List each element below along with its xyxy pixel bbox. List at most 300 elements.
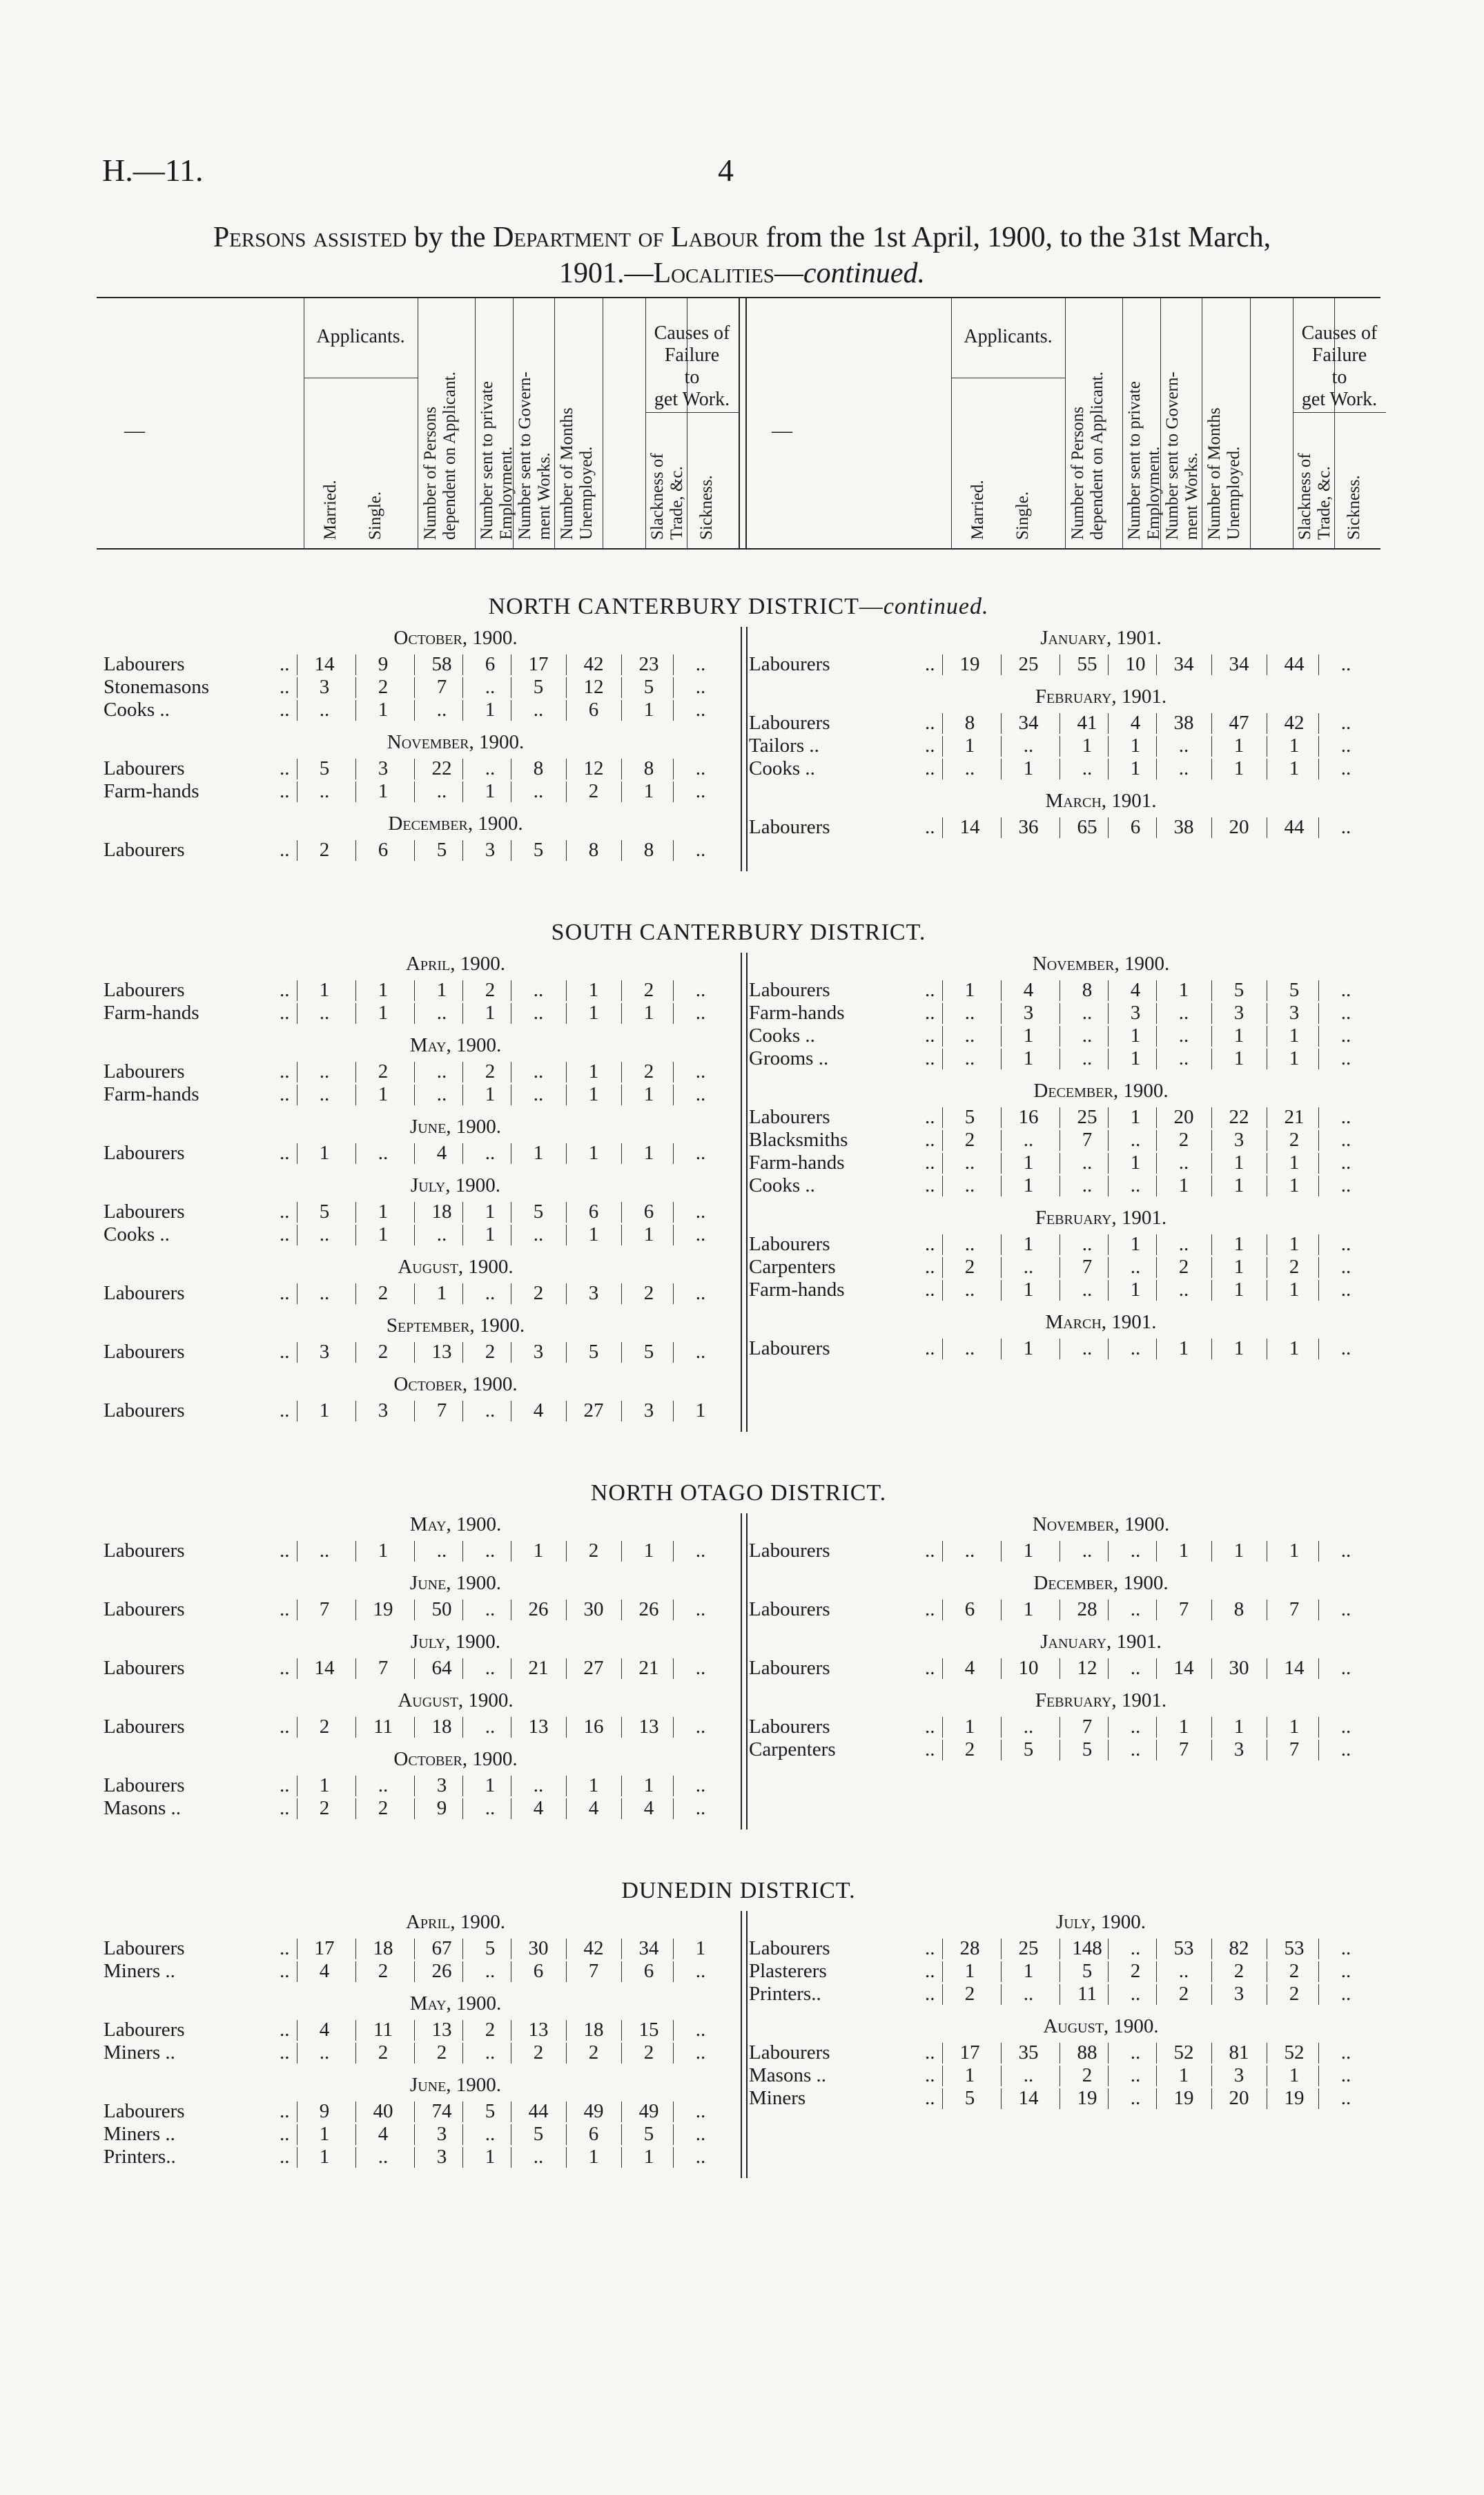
value-cell: 5 — [643, 2123, 654, 2145]
value-cell: 1 — [485, 1774, 496, 1796]
occupation-label: Labourers — [749, 1540, 830, 1562]
value-cell: 1 — [319, 979, 330, 1001]
cell-rule — [673, 1776, 674, 1796]
cell-rule — [566, 980, 567, 1001]
value-cell: 2 — [378, 1060, 389, 1083]
leader-dots: .. — [925, 1129, 935, 1151]
rotated-column-label — [1068, 371, 1107, 540]
month-heading: August, 1900. — [398, 1256, 514, 1278]
cell-rule — [1001, 1130, 1002, 1151]
leader-dots: .. — [280, 1960, 290, 1982]
cell-rule — [1108, 1026, 1109, 1047]
value-cell: .. — [1130, 1738, 1141, 1760]
table-row — [104, 979, 739, 1002]
value-cell: 6 — [588, 2123, 599, 2145]
cell-rule — [355, 654, 356, 675]
value-cell: 1 — [1023, 1540, 1034, 1562]
value-cell: 1 — [643, 1223, 654, 1245]
leader-dots: .. — [925, 1233, 935, 1255]
cell-rule — [1211, 1049, 1212, 1069]
occupation-label: Labourers — [104, 1540, 185, 1562]
value-cell: 1 — [378, 979, 389, 1001]
occupation-label: Carpenters — [749, 1738, 836, 1760]
leader-dots: .. — [280, 2100, 290, 2122]
value-cell: 1 — [436, 1282, 447, 1304]
cell-rule — [1001, 1176, 1002, 1196]
leader-dots: .. — [280, 1598, 290, 1620]
cell-rule — [1211, 1257, 1212, 1278]
value-cell: 16 — [1018, 1106, 1039, 1128]
value-cell: 53 — [1173, 1937, 1194, 1959]
cell-rule — [414, 2043, 415, 2064]
value-cell: 1 — [1289, 1025, 1300, 1047]
cell-rule — [1108, 1003, 1109, 1024]
leader-dots: .. — [280, 839, 290, 861]
table-row — [104, 1774, 739, 1797]
value-cell: 14 — [1173, 1657, 1194, 1679]
cell-rule — [355, 781, 356, 802]
month-heading: October, 1900. — [393, 627, 518, 649]
cell-rule — [1211, 980, 1212, 1001]
value-cell: 1 — [485, 1223, 496, 1245]
table-row — [104, 780, 739, 803]
value-cell: 1 — [1233, 1716, 1244, 1738]
value-cell: .. — [695, 1142, 706, 1164]
occupation-label: Miners .. — [104, 2123, 175, 2145]
cell-rule — [942, 1234, 943, 1255]
cell-rule — [1156, 1234, 1157, 1255]
cell-rule — [1318, 1003, 1319, 1024]
cell-rule — [673, 1143, 674, 1164]
table-row — [104, 2019, 739, 2041]
cell-rule — [1156, 713, 1157, 734]
value-cell: 20 — [1229, 816, 1249, 838]
cell-rule — [355, 1342, 356, 1363]
value-cell: 1 — [1289, 1279, 1300, 1301]
value-cell: .. — [1340, 2064, 1351, 2086]
value-cell: 17 — [959, 2041, 980, 2064]
cell-rule — [1001, 1280, 1002, 1301]
cell-rule — [621, 700, 622, 721]
value-cell: 1 — [964, 735, 975, 757]
cell-rule — [566, 781, 567, 802]
table-row — [749, 1233, 1384, 1256]
occupation-label: Labourers — [104, 2019, 185, 2041]
cell-rule — [1156, 1257, 1157, 1278]
cell-rule — [1318, 654, 1319, 675]
cell-rule — [566, 759, 567, 779]
cell-rule — [566, 2020, 567, 2041]
value-cell: 1 — [1023, 1025, 1034, 1047]
value-cell: 1 — [485, 699, 496, 721]
cell-rule — [942, 1658, 943, 1679]
value-cell: 64 — [431, 1657, 452, 1679]
cell-rule — [1211, 713, 1212, 734]
value-cell: .. — [695, 1774, 706, 1796]
value-cell: .. — [533, 780, 544, 802]
value-cell: 1 — [378, 1223, 389, 1245]
value-cell: 25 — [1018, 1937, 1039, 1959]
cell-rule — [462, 840, 463, 861]
value-cell: .. — [1023, 1256, 1034, 1278]
cell-rule — [355, 1225, 356, 1245]
value-cell: .. — [485, 1716, 496, 1738]
cell-rule — [621, 1085, 622, 1105]
value-cell: 13 — [528, 1716, 549, 1738]
value-cell: .. — [1340, 1047, 1351, 1069]
cell-rule — [355, 980, 356, 1001]
rotated-column-label — [478, 381, 516, 540]
value-cell: 1 — [1289, 735, 1300, 757]
table-row — [749, 816, 1384, 839]
cell-rule — [1318, 1026, 1319, 1047]
cell-rule — [1108, 2088, 1109, 2109]
value-cell: 2 — [1178, 1129, 1189, 1151]
cell-rule — [1108, 759, 1109, 779]
table-row — [104, 1142, 739, 1165]
cell-rule — [621, 2101, 622, 2122]
section-name: SOUTH CANTERBURY DISTRICT. — [551, 920, 926, 945]
value-cell: .. — [1082, 1233, 1093, 1255]
value-cell: 44 — [528, 2100, 549, 2122]
value-cell: 50 — [431, 1598, 452, 1620]
cell-rule — [1108, 1717, 1109, 1738]
leader-dots: .. — [280, 653, 290, 675]
cell-rule — [1318, 1717, 1319, 1738]
value-cell: 1 — [964, 979, 975, 1001]
cell-rule — [1156, 2088, 1157, 2109]
cell-rule — [566, 1003, 567, 1024]
cell-rule — [414, 2101, 415, 2122]
value-cell: .. — [695, 1223, 706, 1245]
occupation-label: Grooms .. — [749, 1047, 829, 1069]
cell-rule — [566, 1717, 567, 1738]
value-cell: 7 — [436, 1399, 447, 1421]
value-cell: 38 — [1173, 712, 1194, 734]
value-cell: 1 — [588, 1002, 599, 1024]
value-cell: 4 — [1023, 979, 1034, 1001]
month-heading: February, 1901. — [1035, 686, 1167, 708]
value-cell: .. — [964, 757, 975, 779]
causes-rule — [645, 412, 739, 413]
value-cell: 1 — [378, 699, 389, 721]
leader-dots: .. — [280, 1657, 290, 1679]
cell-rule — [942, 1026, 943, 1047]
value-cell: 8 — [964, 712, 975, 734]
month-heading: October, 1900. — [393, 1373, 518, 1395]
value-cell: .. — [1340, 1337, 1351, 1359]
value-cell: 7 — [319, 1598, 330, 1620]
value-cell: 16 — [583, 1716, 604, 1738]
occupation-label: Labourers — [749, 1233, 830, 1255]
cell-rule — [673, 2043, 674, 2064]
cell-rule — [1001, 736, 1002, 757]
value-cell: .. — [1340, 1002, 1351, 1024]
value-cell: 3 — [1233, 2064, 1244, 2086]
value-cell: .. — [1178, 1047, 1189, 1069]
value-cell: 19 — [959, 653, 980, 675]
occupation-label: Labourers — [749, 979, 830, 1001]
table-row — [104, 1960, 739, 1983]
leader-dots: .. — [280, 1341, 290, 1363]
value-cell: 1 — [964, 1960, 975, 1982]
title-part: continued. — [803, 258, 926, 289]
value-cell: .. — [964, 1174, 975, 1196]
value-cell: 1 — [1130, 735, 1141, 757]
occupation-label: Farm-hands — [104, 1002, 199, 1024]
value-cell: .. — [1023, 1129, 1034, 1151]
leader-dots: .. — [280, 1083, 290, 1105]
value-cell: 6 — [643, 1201, 654, 1223]
value-cell: .. — [485, 1960, 496, 1982]
value-cell: .. — [1130, 2087, 1141, 2109]
table-row — [749, 1960, 1384, 1983]
cell-rule — [1108, 1049, 1109, 1069]
value-cell: .. — [485, 1657, 496, 1679]
value-cell: 11 — [1077, 1983, 1097, 2005]
table-row — [749, 1983, 1384, 2006]
value-cell: 44 — [1284, 816, 1305, 838]
value-cell: 7 — [1289, 1738, 1300, 1760]
cell-rule — [355, 1541, 356, 1562]
rotated-column-label — [558, 407, 596, 540]
value-cell: .. — [485, 2123, 496, 2145]
value-cell: .. — [1130, 2064, 1141, 2086]
cell-rule — [621, 1600, 622, 1620]
value-cell: 3 — [1233, 1129, 1244, 1151]
occupation-label: Cooks .. — [749, 1025, 815, 1047]
value-cell: 1 — [1023, 1337, 1034, 1359]
cell-rule — [942, 1130, 943, 1151]
value-cell: 1 — [588, 1083, 599, 1105]
value-cell: 13 — [638, 1716, 659, 1738]
value-cell: 34 — [1173, 653, 1194, 675]
table-row — [104, 2100, 739, 2123]
value-cell: 5 — [1082, 1738, 1093, 1760]
value-cell: 19 — [1173, 2087, 1194, 2109]
occupation-label: Labourers — [104, 979, 185, 1001]
value-cell: .. — [1340, 1983, 1351, 2005]
cell-rule — [673, 1658, 674, 1679]
cell-rule — [621, 1283, 622, 1304]
value-cell: 3 — [1130, 1002, 1141, 1024]
label-line: dependent on Applicant. — [1088, 371, 1106, 540]
value-cell: .. — [485, 1142, 496, 1164]
cell-rule — [462, 1003, 463, 1024]
table-row — [749, 1657, 1384, 1680]
cell-rule — [621, 677, 622, 698]
section-title — [97, 1480, 1380, 1506]
value-cell: 4 — [643, 1797, 654, 1819]
cell-rule — [462, 2147, 463, 2168]
cell-rule — [1211, 736, 1212, 757]
value-cell: 2 — [378, 1282, 389, 1304]
cell-rule — [1001, 1339, 1002, 1359]
causes-line: to — [1331, 367, 1347, 388]
value-cell: .. — [378, 2146, 389, 2168]
value-cell: 82 — [1229, 1937, 1249, 1959]
value-cell: 148 — [1072, 1937, 1102, 1959]
cell-rule — [355, 1961, 356, 1982]
value-cell: .. — [1023, 1983, 1034, 2005]
occupation-label: Labourers — [749, 1937, 830, 1959]
value-cell: 1 — [378, 1002, 389, 1024]
value-cell: 1 — [378, 1201, 389, 1223]
value-cell: 22 — [1229, 1106, 1249, 1128]
value-cell: .. — [1340, 1279, 1351, 1301]
value-cell: 6 — [588, 699, 599, 721]
month-heading: June, 1900. — [409, 1572, 502, 1594]
value-cell: 1 — [1289, 1233, 1300, 1255]
table-row — [749, 1106, 1384, 1129]
value-cell: 1 — [319, 1142, 330, 1164]
value-cell: .. — [436, 780, 447, 802]
leader-dots: .. — [925, 653, 935, 675]
cell-rule — [673, 1003, 674, 1024]
value-cell: 1 — [1082, 735, 1093, 757]
cell-rule — [414, 1798, 415, 1819]
value-cell: .. — [1340, 757, 1351, 779]
label-line: Unemployed. — [577, 446, 596, 540]
column-divider — [741, 1513, 748, 1829]
leader-dots: .. — [280, 1774, 290, 1796]
value-cell: 1 — [695, 1399, 706, 1421]
cell-rule — [1001, 817, 1002, 838]
value-cell: .. — [319, 1083, 330, 1105]
value-cell: 2 — [378, 2041, 389, 2064]
cell-rule — [414, 1085, 415, 1105]
value-cell: 4 — [533, 1399, 544, 1421]
cell-rule — [1156, 654, 1157, 675]
cell-rule — [414, 1225, 415, 1245]
value-cell: 1 — [643, 1002, 654, 1024]
cell-rule — [355, 1401, 356, 1421]
leader-dots: .. — [280, 2019, 290, 2041]
cell-rule — [1108, 980, 1109, 1001]
value-cell: 25 — [1018, 653, 1039, 675]
cell-rule — [673, 1401, 674, 1421]
value-cell: 1 — [1233, 735, 1244, 757]
value-cell: 1 — [1023, 1152, 1034, 1174]
cell-rule — [621, 1003, 622, 1024]
leader-dots: .. — [280, 780, 290, 802]
cell-rule — [1318, 1257, 1319, 1278]
cell-rule — [1001, 1658, 1002, 1679]
value-cell: 6 — [485, 653, 496, 675]
leader-dots: .. — [925, 1738, 935, 1760]
value-cell: .. — [695, 653, 706, 675]
cell-rule — [462, 1939, 463, 1959]
cell-rule — [1318, 1280, 1319, 1301]
occupation-label: Printers.. — [749, 1983, 821, 2005]
value-cell: .. — [1340, 2041, 1351, 2064]
cell-rule — [1001, 1107, 1002, 1128]
cell-rule — [462, 1776, 463, 1796]
cell-rule — [1318, 1234, 1319, 1255]
cell-rule — [1001, 1600, 1002, 1620]
cell-rule — [566, 1961, 567, 1982]
value-cell: .. — [1178, 1233, 1189, 1255]
value-cell: 5 — [533, 2123, 544, 2145]
occupation-label: Masons .. — [749, 2064, 826, 2086]
value-cell: 1 — [533, 1142, 544, 1164]
table-row — [104, 653, 739, 676]
value-cell: .. — [485, 2041, 496, 2064]
dash-label: — — [772, 419, 792, 442]
occupation-label: Labourers — [749, 1657, 830, 1679]
value-cell: 3 — [1289, 1002, 1300, 1024]
value-cell: 1 — [1178, 1337, 1189, 1359]
cell-rule — [566, 1600, 567, 1620]
value-cell: 5 — [643, 676, 654, 698]
value-cell: .. — [695, 1060, 706, 1083]
month-heading: June, 1900. — [409, 2074, 502, 2096]
value-cell: 30 — [583, 1598, 604, 1620]
label-line: Sickness. — [697, 475, 716, 540]
value-cell: 1 — [319, 2123, 330, 2145]
value-cell: 7 — [1178, 1598, 1189, 1620]
leader-dots: .. — [925, 2087, 935, 2109]
value-cell: 1 — [1178, 2064, 1189, 2086]
table-row — [749, 1256, 1384, 1279]
value-cell: 1 — [378, 1083, 389, 1105]
cell-rule — [1001, 1740, 1002, 1760]
value-cell: 2 — [436, 2041, 447, 2064]
causes-line: Causes of — [1301, 322, 1378, 344]
cell-rule — [414, 2147, 415, 2168]
month-heading: November, 1900. — [1032, 1513, 1170, 1535]
cell-rule — [414, 1541, 415, 1562]
cell-rule — [1211, 1130, 1212, 1151]
cell-rule — [673, 2124, 674, 2145]
cell-rule — [673, 1798, 674, 1819]
cell-rule — [462, 1225, 463, 1245]
cell-rule — [462, 759, 463, 779]
value-cell: .. — [1340, 1716, 1351, 1738]
occupation-label: Cooks .. — [749, 757, 815, 779]
value-cell: 19 — [1284, 2087, 1305, 2109]
cell-rule — [942, 1541, 943, 1562]
label-line: Number of Persons — [1068, 406, 1087, 540]
occupation-label: Labourers — [104, 1201, 185, 1223]
cell-rule — [1211, 1339, 1212, 1359]
cell-rule — [355, 1658, 356, 1679]
value-cell: 7 — [1289, 1598, 1300, 1620]
value-cell: .. — [1340, 1233, 1351, 1255]
value-cell: .. — [485, 1540, 496, 1562]
cell-rule — [1108, 1939, 1109, 1959]
value-cell: 7 — [1082, 1129, 1093, 1151]
leader-dots: .. — [280, 2041, 290, 2064]
cell-rule — [1001, 1961, 1002, 1982]
leader-dots: .. — [925, 1174, 935, 1196]
value-cell: 2 — [1289, 1983, 1300, 2005]
value-cell: 4 — [319, 2019, 330, 2041]
value-cell: 2 — [588, 1540, 599, 1562]
occupation-label: Labourers — [104, 1341, 185, 1363]
cell-rule — [1211, 1026, 1212, 1047]
value-cell: .. — [695, 1960, 706, 1982]
table-row — [749, 1174, 1384, 1197]
cell-rule — [355, 2124, 356, 2145]
value-cell: 21 — [638, 1657, 659, 1679]
value-cell: .. — [695, 1201, 706, 1223]
value-cell: .. — [964, 1002, 975, 1024]
cell-rule — [1156, 1541, 1157, 1562]
month-heading: July, 1900. — [1055, 1911, 1146, 1933]
value-cell: 25 — [1077, 1106, 1097, 1128]
value-cell: 2 — [1178, 1983, 1189, 2005]
